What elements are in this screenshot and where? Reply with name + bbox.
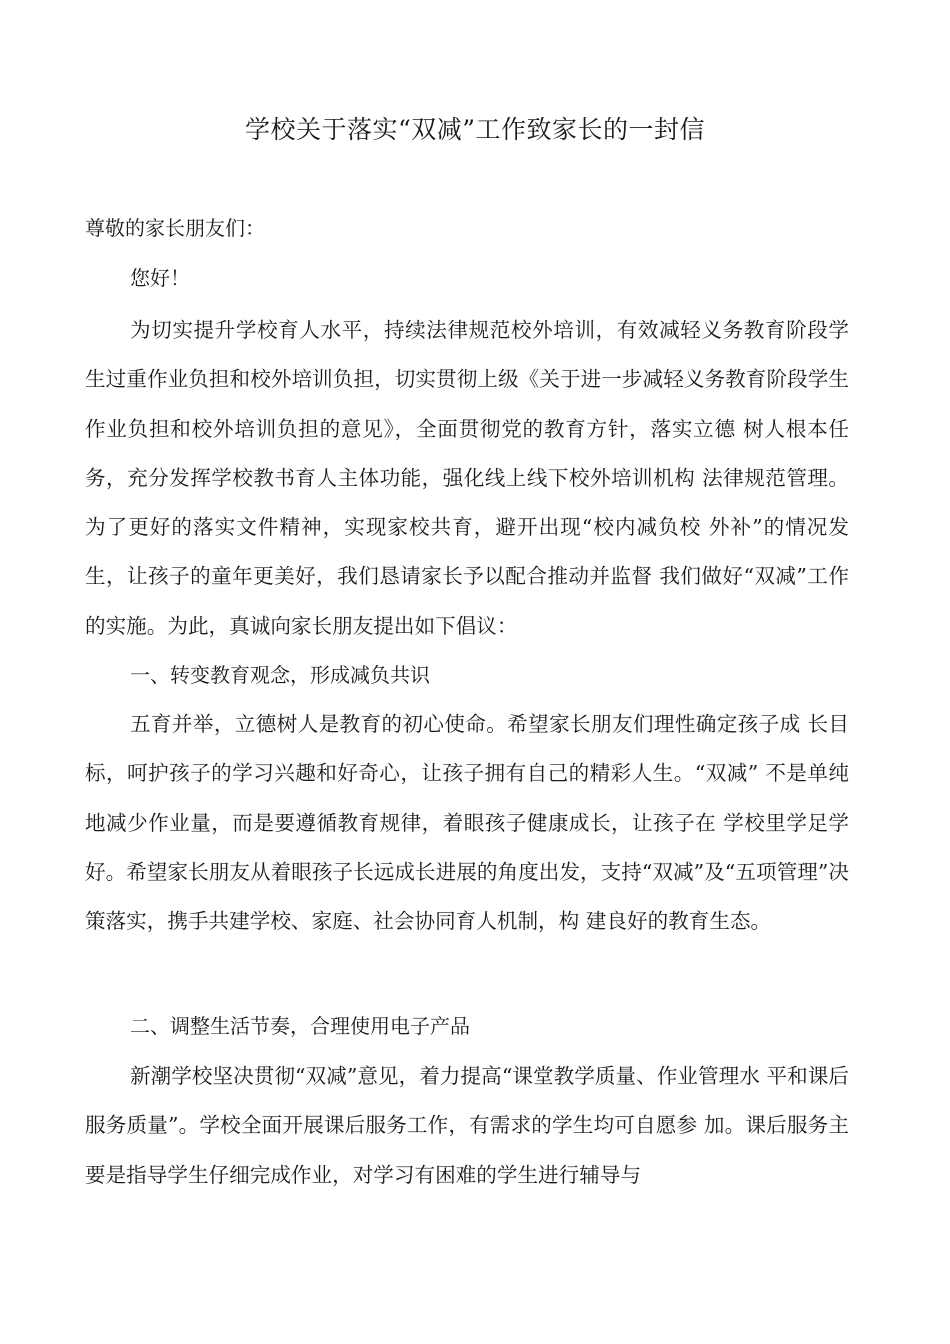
paragraph-section-1: 五育并举，立德树人是教育的初心使命。希望家长朋友们理性确定孩子成 长目标，呵护孩子的学习兴趣和好奇心，让孩子拥有自己的精彩人生。“双减” 不是单纯地减少作业量，而是要遵循教育规律，着眼孩子健康成长，让孩子在 学校里学足学好。希望家长朋友从着眼孩子长远成长进展的角度出发，支持“双减”及“五项管理”决策落实，携手共建学校、家庭、社会协同育人机制，构 建良好的教育生态。 [85, 712, 849, 934]
salutation: 尊敬的家长朋友们： [85, 216, 265, 240]
section-heading-1: 一、转变教育观念，形成减负共识 [130, 663, 430, 687]
paragraph-intro: 为切实提升学校育人水平，持续法律规范校外培训，有效减轻义务教育阶段学 生过重作业负担和校外培训负担，切实贯彻上级《关于进一步减轻义务教育阶段学生作业负担和校外培训负担的意见》，全面贯彻党的教育方针，落实立德 树人根本任务，充分发挥学校教书育人主体功能，强化线上线下校外培训机构 法律规范管理。为了更好的落实文件精神，实现家校共育，避开出现“校内减负校 外补”的情况发生，让孩子的童年更美好，我们恳请家长予以配合推动并监督 我们做好“双减”工作的实施。为此，真诚向家长朋友提出如下倡议： [85, 318, 849, 638]
greeting: 您好！ [130, 266, 190, 290]
letter-title: 学校关于落实“双减”工作致家长的一封信 [244, 115, 706, 144]
paragraph-section-2: 新潮学校坚决贯彻“双减”意见，着力提高“课堂教学质量、作业管理水 平和课后服务质量”。学校全面开展课后服务工作，有需求的学生均可自愿参 加。课后服务主要是指导学生仔细完成作业，对学习有困难的学生进行辅导与 [85, 1064, 849, 1187]
section-heading-2: 二、调整生活节奏，合理使用电子产品 [130, 1014, 470, 1038]
